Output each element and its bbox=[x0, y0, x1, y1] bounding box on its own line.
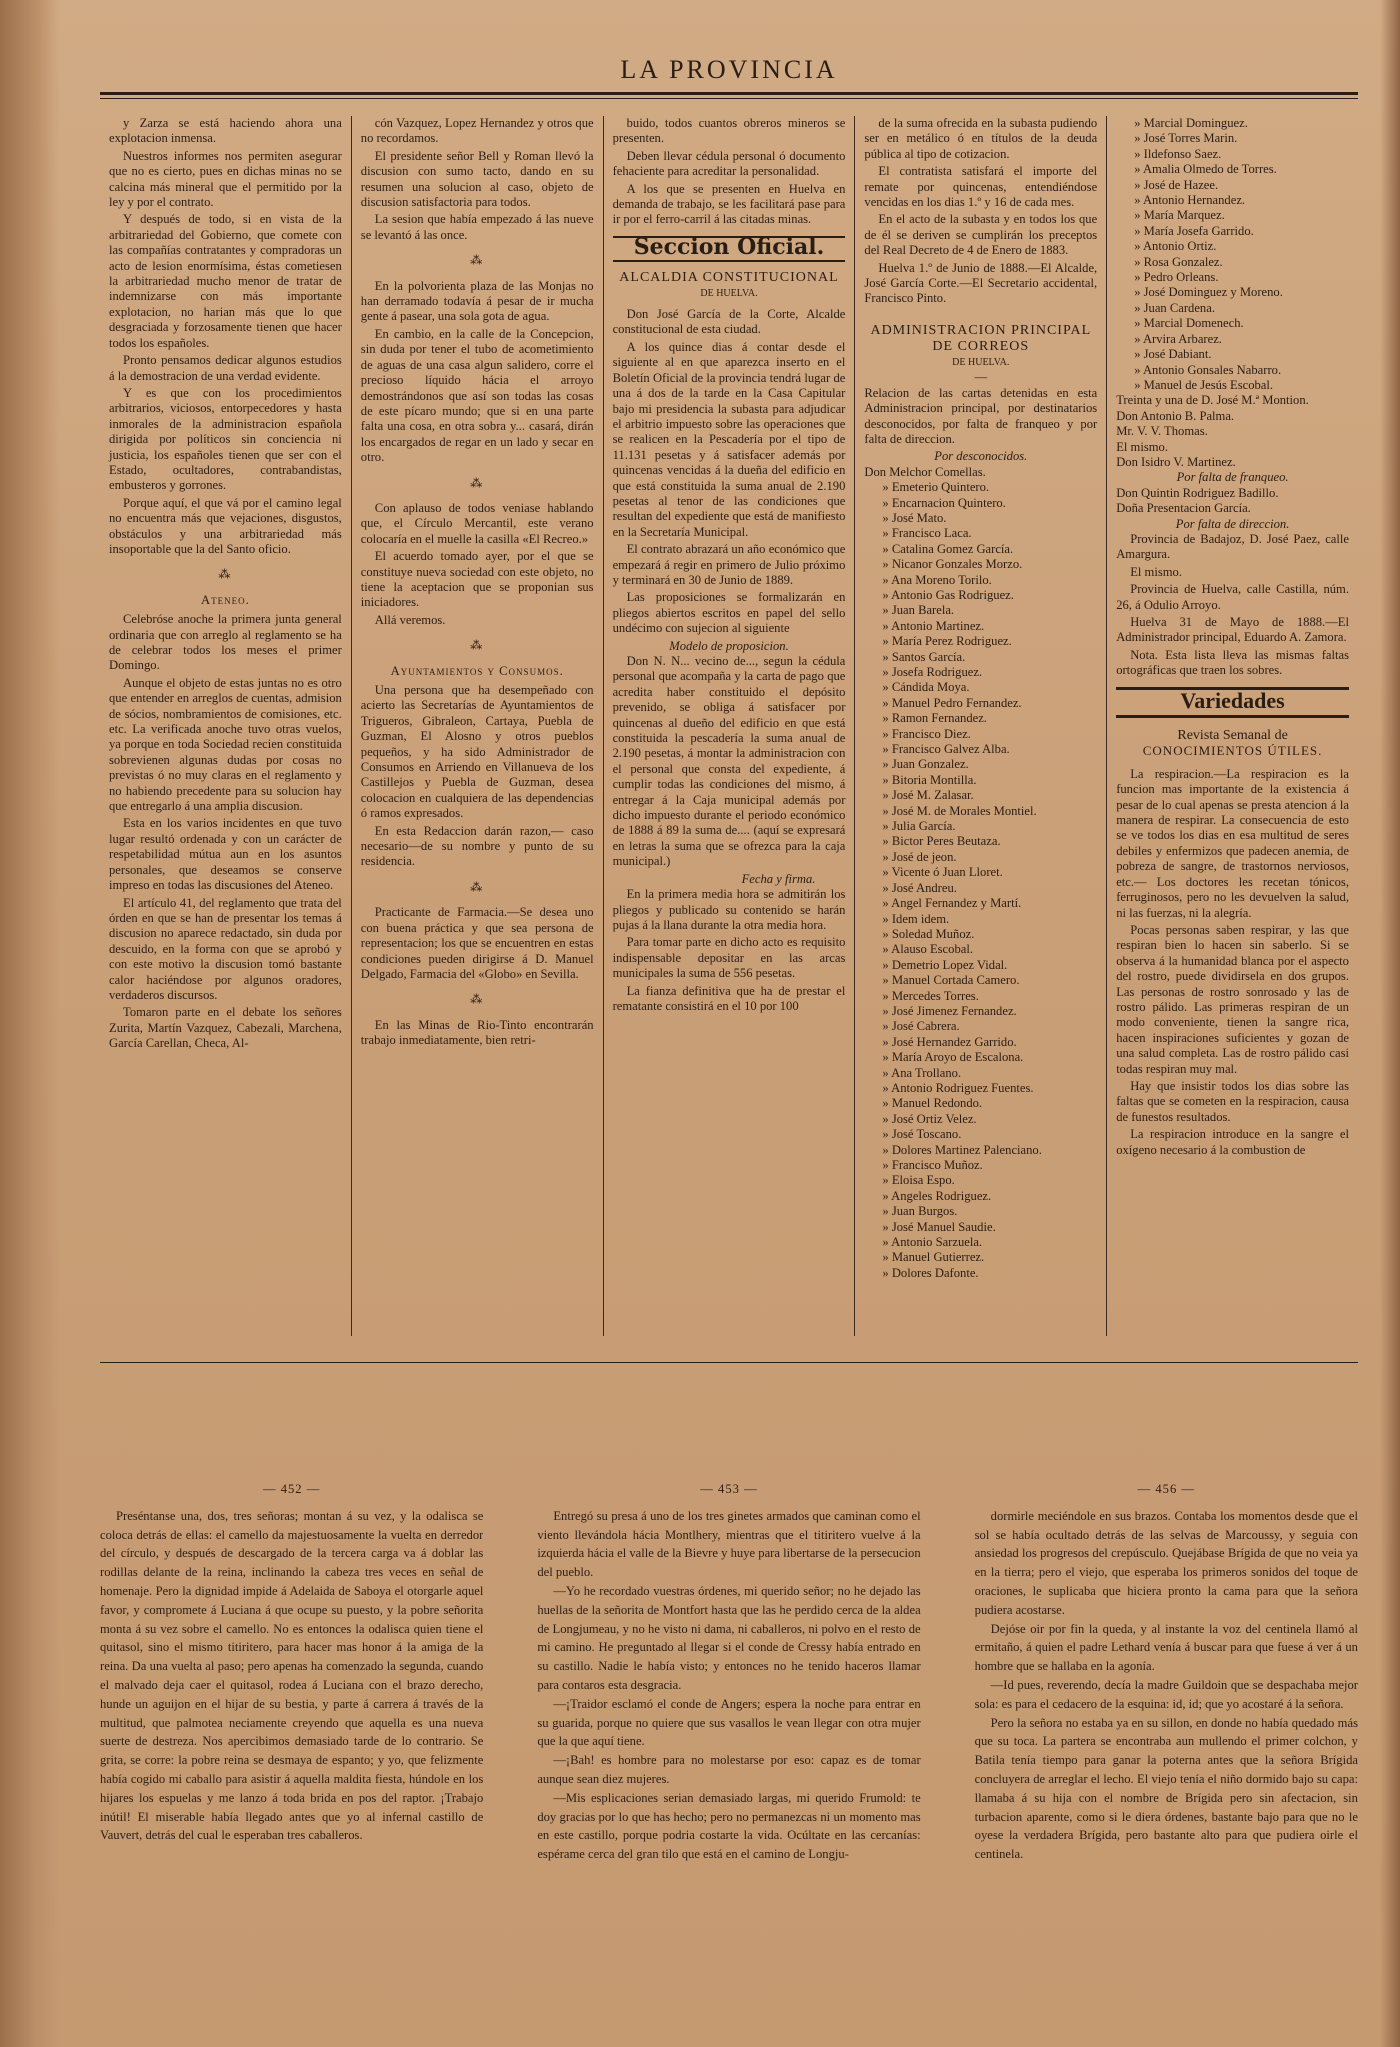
list-item: » Juan Barela. bbox=[882, 603, 955, 618]
list-item: » José Manuel Saudie. bbox=[882, 1219, 996, 1234]
paragraph: El acuerdo tomado ayer, por el que se constituye nueva sociedad con este objeto, no tiene la aceptacion que se proponian sus iniciadores. bbox=[360, 549, 594, 610]
list-item: El mismo. bbox=[1116, 439, 1168, 454]
paragraph: La sesion que había empezado á las nueve se levantó á las once. bbox=[360, 212, 594, 242]
fecha-firma: Fecha y firma. bbox=[741, 871, 816, 886]
list-item: » Ana Trollano. bbox=[882, 1065, 962, 1080]
list-item: » Antonio Hernandez. bbox=[1134, 193, 1246, 208]
paragraph: Y después de todo, si en vista de la arbitrariedad del Gobierno, que comete con las compañías contratantes y compradoras un acto de lesion enormísima, éstas cometiesen la arbitrariedad mucho menor de tratar de indemnizarse con más importante explotacion, no harian más que lo que desgraciada y forzosamente tienen que hacer todos los españoles. bbox=[109, 212, 342, 350]
column-5 bbox=[1106, 116, 1358, 1336]
list-item: » Josefa Rodriguez. bbox=[882, 665, 983, 679]
paragraph: Hay que insistir todos los dias sobre las faltas que se cometen en la respiracion, causa de funestos resultados. bbox=[1116, 1078, 1349, 1124]
list-item: » Antonio Gonsales Nabarro. bbox=[1134, 362, 1282, 377]
list-item: » Demetrio Lopez Vidal. bbox=[882, 957, 1008, 972]
separator-stars: ⁂ bbox=[470, 253, 485, 268]
paragraph: En la polvorienta plaza de las Monjas no han derramado todavía á pesar de ir mucha gente á pasear, una sola gota de agua. bbox=[360, 278, 594, 324]
list-item: » Bictor Peres Beutaza. bbox=[882, 834, 1001, 849]
list-item: » Juan Burgos. bbox=[882, 1204, 958, 1219]
list-item: » Francisco Muñoz. bbox=[882, 1158, 983, 1172]
folletin-divider bbox=[100, 1362, 1358, 1363]
list-item: » José Jimenez Fernandez. bbox=[882, 1003, 1017, 1018]
paragraph: La respiracion.—La respiracion es la funcion mas importante de la existencia á pesar de lo cual apenas se presta atencion á la manera de respirar. La consecuencia de esto se ve todos los dias en esa multitud de seres debiles y enfermizos que padecen anemia, de pobreza de sangre, de trastornos nerviosos, etc.— Los doctores les recetan tónicos, ferruginosos, pero no les devuelven la salud, ni las fuerzas, ni la alegría. bbox=[1116, 766, 1349, 920]
col2-paras-d bbox=[361, 683, 594, 870]
list-item: » José Dabiant. bbox=[1134, 347, 1212, 362]
list-item: » Angeles Rodriguez. bbox=[882, 1188, 992, 1203]
col5-lines-b bbox=[1116, 486, 1349, 517]
col5-paras-a bbox=[1116, 532, 1349, 679]
list-item: » Encarnacion Quintero. bbox=[882, 495, 1006, 510]
dash: — bbox=[974, 370, 988, 385]
col5-paras-b bbox=[1116, 767, 1349, 1158]
list-item: » Cándida Moya. bbox=[882, 680, 970, 695]
page-edge-right bbox=[1380, 0, 1400, 2047]
list-item: » Ildefonso Saez. bbox=[1134, 146, 1222, 161]
por-falta-franqueo-heading: Por falta de franqueo. bbox=[1176, 470, 1289, 485]
list-item: » Mercedes Torres. bbox=[882, 988, 979, 1003]
separator-stars: ⁂ bbox=[470, 475, 485, 490]
col2-paras-e bbox=[361, 905, 594, 982]
paragraph: El contratista satisfará el importe del remate por quincenas, entendiéndose vencidas en los dias 1.º y 16 de cada mes. bbox=[864, 164, 1098, 210]
masthead bbox=[100, 50, 1358, 90]
main-columns bbox=[100, 116, 1358, 1336]
col4-names bbox=[864, 480, 1097, 1281]
paragraph: Entregó su presa á uno de los tres ginetes armados que caminan como el viento llevándola hácia Montlhery, mientras que el titiritero vuelve á la izquierda hácia el valle de la Bievre y huye para libertarse de la persecucion del pueblo. bbox=[537, 1508, 921, 1580]
list-item: » Marcial Domenech. bbox=[1134, 316, 1244, 331]
list-item: » María Aroyo de Escalona. bbox=[882, 1050, 1024, 1065]
paragraph: Preséntanse una, dos, tres señoras; montan á su vez, y la odalisca se coloca detrás de ellas: el camello da majestuosamente la vuelta en derredor del círculo, y después de descargado de la tercera carga va á doblar las rodillas delante de la reina, inclinando la cabeza tres veces en señal de homenaje. Pero la dignidad impide á Adelaida de Saboya el otorgarle aquel favor, y compromete á Luciana á que ocupe su puesto, y la pobre señorita monta á su vez sobre el camello. No es entonces la odalisca quien tiene el quitasol, sino el mismo titiritero, para hacer mas honor á la amiga de la reina. Da una vuelta al paso; pero apenas ha comenzado la segunda, cuando el malvado deja caer el quitasol, rodea á Luciana con el brazo derecho, hunde un aguijon en el hijar de su bestia, y parte á carrera á través de la multitud, que palmotea neciamente creyendo que aquella es una nueva suerte de destreza. Nos apercibimos demasiado tarde de lo contrario. Se grita, se corre: la pobre reina se desmaya de espanto; y yo, que felizmente había cogido mi caballo para asistir á aquella maldita fiesta, húndole en los hijares los espuelas y me lanzo á toda brida en pos del raptor. ¡Trabajo inútil! El miserable había llegado antes que yo al infernal castillo de Vauvert, detrás del cual le esperaban tres caballeros. bbox=[100, 1508, 484, 1843]
col5-names bbox=[1116, 116, 1349, 393]
list-item: » José de Hazee. bbox=[1134, 177, 1219, 192]
list-item: » Francisco Laca. bbox=[882, 526, 972, 541]
paragraph: Esta en los varios incidentes en que tuvo lugar resultó ordenada y con un carácter de respetabilidad mútua aun en los asuntos personales, que deseamos se conserve impreso en todas las discusiones del Ateneo. bbox=[109, 816, 342, 893]
paragraph: Para tomar parte en dicho acto es requisito indispensable depositar en las arcas municipales la suma de 556 pesetas. bbox=[612, 935, 846, 981]
list-item: » José Mato. bbox=[882, 510, 947, 525]
paragraph: Nota. Esta lista lleva las mismas faltas ortográficas que traen los sobres. bbox=[1116, 647, 1349, 678]
list-item: » Antonio Rodriguez Fuentes. bbox=[882, 1080, 1034, 1095]
por-desconocidos-heading: Por desconocidos. bbox=[934, 449, 1028, 464]
col3-paras-b bbox=[613, 307, 846, 637]
list-item: » José Andreu. bbox=[882, 880, 957, 895]
paragraph: Huelva 1.º de Junio de 1888.—El Alcalde, José García Corte.—El Secretario accidental, Francisco Pinto. bbox=[864, 260, 1098, 306]
list-item: Don Quintin Rodriguez Badillo. bbox=[1116, 485, 1279, 500]
list-item: » María Perez Rodriguez. bbox=[882, 634, 1012, 649]
por-falta-direccion-heading: Por falta de direccion. bbox=[1175, 516, 1290, 531]
list-item: » Manuel Pedro Fernandez. bbox=[882, 695, 1022, 710]
paragraph: El contrato abrazará un año económico que empezará á regir en primero de Julio próximo y terminará en 30 de Junio de 1889. bbox=[612, 542, 846, 587]
list-item: » Emeterio Quintero. bbox=[882, 480, 990, 495]
list-item: » Vicente ó Juan Lloret. bbox=[882, 865, 1003, 880]
paragraph: Las proposiciones se formalizarán en pliegos abiertos escritos en papel del sello undécimo con sujecion al siguiente bbox=[612, 590, 846, 636]
list-item: Doña Presentacion García. bbox=[1116, 501, 1251, 516]
seccion-oficial-title: Seccion Oficial. bbox=[633, 233, 825, 260]
list-item: » José Cabrera. bbox=[882, 1019, 960, 1034]
alcaldia-subheading: DE HUELVA. bbox=[700, 287, 758, 299]
revista-heading: Revista Semanal de bbox=[1177, 728, 1288, 744]
list-item: » María Marquez. bbox=[1134, 208, 1225, 223]
col3-paras-a bbox=[613, 116, 846, 228]
col3-paras-c bbox=[613, 654, 846, 870]
list-item: » Arvira Arbarez. bbox=[1134, 331, 1222, 346]
seccion-oficial-banner bbox=[613, 233, 846, 262]
col1-paras bbox=[109, 116, 342, 557]
paragraph: Huelva 31 de Mayo de 1888.—El Administrador principal, Eduardo A. Zamora. bbox=[1116, 615, 1349, 645]
list-item: Mr. V. V. Thomas. bbox=[1116, 424, 1208, 439]
list-item: » Ana Moreno Torilo. bbox=[882, 572, 992, 587]
header-rule bbox=[100, 92, 1358, 95]
list-item: » José Hernandez Garrido. bbox=[882, 1034, 1017, 1049]
separator-stars: ⁂ bbox=[470, 638, 485, 653]
paragraph: Celebróse anoche la primera junta general ordinaria que con arreglo al reglamento se ha de celebrar todos los meses el primer Domingo. bbox=[109, 612, 342, 673]
paragraph: dormirle meciéndole en sus brazos. Contaba los momentos desde que el sol se había ocultado detrás de las selvas de Marcoussy, y seguia con ansiedad los progresos del crepúsculo. Quejábase Brígida de que no veia ya en la tierra; pero el viejo, que esperaba los primeros sonidos del toque de oraciones, le suplicaba que hiciera pronto la cama para que la señora pudiera acostarse. bbox=[974, 1508, 1358, 1617]
list-item: » Antonio Ortiz. bbox=[1134, 239, 1217, 254]
list-item: » Antonio Gas Rodriguez. bbox=[882, 587, 1014, 602]
paragraph: La respiracion introduce en la sangre el oxígeno necesario á la combustion de bbox=[1116, 1127, 1349, 1157]
list-item: » Julia García. bbox=[882, 819, 956, 834]
paragraph: Porque aquí, el que vá por el camino legal no encuentra más que vejaciones, disgustos, obstáculos y una arbitrariedad más insoportable que la del Santo oficio. bbox=[109, 495, 342, 556]
page-number: — 453 — bbox=[700, 1482, 758, 1496]
separator-stars: ⁂ bbox=[470, 992, 485, 1007]
paragraph: Practicante de Farmacia.—Se desea uno con buena práctica y que sea persona de representacion; los que se encuentren en estas condiciones pueden dirigirse á D. Manuel Delgado, Farmacia del «Globo» en Sevilla. bbox=[360, 905, 594, 981]
col2-paras-f bbox=[361, 1018, 594, 1049]
folletin-text-3 bbox=[975, 1507, 1358, 1864]
column-1 bbox=[100, 116, 351, 1336]
list-item: » Alauso Escobal. bbox=[882, 942, 973, 957]
paragraph: y Zarza se está haciendo ahora una explotacion inmensa. bbox=[109, 116, 342, 146]
correos-heading: ADMINISTRACION PRINCIPAL DE CORREOS bbox=[870, 322, 1092, 354]
paragraph: Pero la señora no estaba ya en su sillon, en donde no había quedado más que su toca. La partera se encontraba aun mullendo el primer colchon, y Batila tenía tiempo para ganar la poterna antes que la señora Brígida concluyera de arreglar el lecho. El viejo tenía el niño dormido bajo su capa: llamaba á su hija con el nombre de Brígida pero sin afectacion, sin turbacion aparente, como si le diera órdenes, bastante bajo para que no le oyese la verdadera Brígida, pero bastante alto para que pudiera oirle el centinela. bbox=[974, 1715, 1358, 1862]
folletin-column-3 bbox=[975, 1480, 1358, 2010]
list-item: » Ramon Fernandez. bbox=[882, 711, 987, 726]
col1-ateneo-paras bbox=[109, 612, 342, 1051]
list-item: » Manuel Redondo. bbox=[882, 1096, 983, 1111]
list-item: » José Torres Marin. bbox=[1134, 131, 1238, 146]
ayuntamientos-heading: Ayuntamientos y Consumos. bbox=[390, 663, 564, 678]
col5-lines-a bbox=[1116, 393, 1349, 470]
paragraph: Y es que con los procedimientos arbitrarios, viciosos, entorpecedores y hasta inmorales de la administracion española dirigida por políticos sin conciencia ni justicia, los españoles tienen que ser con el Estado, ocultadores, contrabandistas, embusteros y gorrones. bbox=[109, 385, 342, 493]
paragraph: —¡Traidor esclamó el conde de Angers; espera la noche para entrar en su guarida, porque no quiere que sus vasallos le vean llegar con otra mujer que la que aquí tiene. bbox=[537, 1696, 921, 1749]
list-item: » Francisco Diez. bbox=[882, 726, 971, 741]
paragraph: cón Vazquez, Lopez Hernandez y otros que no recordamos. bbox=[360, 116, 594, 146]
first-name-line: Don Melchor Comellas. bbox=[864, 464, 986, 479]
list-item: » Manuel Gutierrez. bbox=[882, 1250, 985, 1265]
col2-paras-b bbox=[361, 279, 594, 466]
header-rule-thin bbox=[100, 98, 1358, 99]
list-item: » Marcial Dominguez. bbox=[1134, 116, 1248, 130]
paragraph: En esta Redaccion darán razon,— caso necesario—de su nombre y punto de su residencia. bbox=[360, 823, 594, 869]
paragraph: —¡Bah! es hombre para no molestarse por eso: capaz es de tomar aunque sean diez mujeres. bbox=[537, 1753, 921, 1786]
relacion-text: Relacion de las cartas detenidas en esta Administracion principal, por destinatarios desconocidos, por falta de franqueo y por falta de direccion. bbox=[864, 385, 1098, 446]
separator-stars: ⁂ bbox=[470, 879, 485, 894]
paragraph: Pocas personas saben respirar, y las que respiran bien lo hacen sin saberlo. Si se observa á la humanidad blanca por el aspecto del rostro, puede dividirsela en dos grupos. Las personas de rostro sonrosado y las de rostro pálido. Las primeras respiran de un modo conveniente, tienen la sangre rica, hacen inspiraciones suficientes y gozan de una salud completa. Las de rostro pálido casi todas respiran muy mal. bbox=[1116, 922, 1349, 1076]
page-number: — 452 — bbox=[262, 1482, 321, 1496]
separator-stars: ⁂ bbox=[218, 567, 233, 582]
list-item: Don Isidro V. Martinez. bbox=[1116, 454, 1236, 469]
list-item: » Dolores Dafonte. bbox=[882, 1265, 979, 1280]
paragraph: En la primera media hora se admitirán los pliegos y publicado su contenido se harán pujas á la llana durante la otra media hora. bbox=[612, 887, 846, 932]
paragraph: Dejóse oir por fin la queda, y al instante la voz del centinela llamó al ermitaño, á quien el padre Lethard venía á buscar para que fuese á ver á un hombre que se hallaba en la agonía. bbox=[974, 1621, 1358, 1674]
paragraph: Provincia de Badajoz, D. José Paez, calle Amargura. bbox=[1116, 531, 1349, 562]
column-3 bbox=[603, 116, 855, 1336]
list-item: » Juan Cardena. bbox=[1134, 300, 1215, 315]
paragraph: Aunque el objeto de estas juntas no es otro que entender en arreglos de cuentas, admision de sócios, nombramientos de comisiones, etc. etc. La verificada anoche tuvo otras vuelos, ya porque en toda Sociedad recien constituida sobrevienen algunas dudas por cosas no previstas ó no muy claras en el reglamento y no habiendo precedente para su solucion hay que entregarlo á una amplia discusion. bbox=[109, 675, 342, 814]
paragraph: —Mis esplicaciones serian demasiado largas, mi querido Frumold: te doy gracias por lo que has hecho; pero no permanezcas ni un momento mas en este castillo, porque podria costarte la vida. Ocúltate en las cercanías: espérame cerca del gran tilo que está en el camino de Longju- bbox=[537, 1790, 921, 1862]
paragraph: El artículo 41, del reglamento que trata del órden en que se han de presentar los temas á discusion no aparece redactado, sin duda por descuido, en la forma con que se aprobó y con este motivo la discusion tomó bastante calor haciéndose por algunos oradores, verdaderos discursos. bbox=[109, 895, 342, 1002]
list-item: » Amalia Olmedo de Torres. bbox=[1134, 162, 1277, 177]
list-item: » Antonio Martinez. bbox=[882, 618, 985, 633]
paragraph: Tomaron parte en el debate los señores Zurita, Martín Vazquez, Cabezali, Marchena, García Carellan, Checa, Al- bbox=[109, 1005, 342, 1051]
paragraph: El mismo. bbox=[1130, 564, 1182, 579]
list-item: » Pedro Orleans. bbox=[1134, 270, 1219, 285]
newspaper-title: LA PROVINCIA bbox=[620, 55, 838, 84]
list-item: Don Antonio B. Palma. bbox=[1116, 408, 1235, 423]
variedades-banner bbox=[1116, 687, 1349, 718]
col4-paras-a bbox=[864, 116, 1097, 307]
variedades-title: Variedades bbox=[1180, 687, 1285, 713]
list-item: » José Dominguez y Moreno. bbox=[1134, 285, 1283, 300]
list-item: Treinta y una de D. José M.ª Montion. bbox=[1116, 393, 1309, 408]
list-item: » Antonio Sarzuela. bbox=[882, 1235, 983, 1250]
list-item: » Francisco Galvez Alba. bbox=[882, 742, 1010, 757]
list-item: » José Toscano. bbox=[882, 1127, 962, 1142]
folletin-text-1 bbox=[100, 1507, 483, 1845]
col2-paras-a bbox=[361, 116, 594, 243]
ateneo-heading: Ateneo. bbox=[201, 592, 250, 607]
page-edge-left bbox=[0, 0, 60, 2047]
list-item: » Nicanor Gonzales Morzo. bbox=[882, 557, 1023, 572]
paragraph: Don José García de la Corte, Alcalde constitucional de esta ciudad. bbox=[612, 307, 846, 337]
list-item: » Soledad Muñoz. bbox=[882, 926, 975, 941]
paragraph: En el acto de la subasta y en todos los que de él se deriven se cumplirán los preceptos del Real Decreto de 4 de Enero de 1883. bbox=[864, 212, 1098, 258]
folletin-column-1 bbox=[100, 1480, 483, 2010]
list-item: » Idem idem. bbox=[882, 911, 950, 926]
paragraph: En las Minas de Rio-Tinto encontrarán trabajo inmediatamente, bien retri- bbox=[360, 1017, 594, 1048]
paragraph: Con aplauso de todos veniase hablando que, el Círculo Mercantil, este verano colocaría en el muelle la casilla «El Recreo.» bbox=[360, 500, 594, 546]
list-item: » Manuel Cortada Camero. bbox=[882, 973, 1020, 988]
conocimientos-heading: CONOCIMIENTOS ÚTILES. bbox=[1142, 743, 1323, 759]
paragraph: A los que se presenten en Huelva en demanda de trabajo, se les facilitará pase para ir por el ferro-carril á las citadas minas. bbox=[612, 181, 846, 227]
paragraph: El presidente señor Bell y Roman llevó la discusion con sumo tacto, dando en su resumen una solucion al caso, objeto de discusion satisfactoria para todos. bbox=[360, 148, 594, 210]
list-item: » Bitoria Montilla. bbox=[882, 772, 977, 787]
column-2 bbox=[351, 116, 603, 1336]
col3-paras-d bbox=[613, 887, 846, 1014]
list-item: » Manuel de Jesús Escobal. bbox=[1134, 377, 1274, 392]
paragraph: Una persona que ha desempeñado con acierto las Secretarías de Ayuntamientos de Trigueros, Gibraleon, Cartaya, Puebla de Guzman, El Alosno y otros pueblos pequeños, y ha sido Administrador de Consumos en Arriendo en Villanueva de los Castillejos y Puebla de Guzman, desea colocacion en cualquiera de las dependencias ó ramos expresados. bbox=[360, 683, 594, 821]
paragraph: de la suma ofrecida en la subasta pudiendo ser en metálico ó en títulos de la deuda pública al tipo de cotizacion. bbox=[864, 116, 1098, 161]
col2-paras-c bbox=[361, 501, 594, 628]
paragraph: Provincia de Huelva, calle Castilla, núm. 26, á Odulio Arroyo. bbox=[1116, 582, 1349, 612]
page-number: — 456 — bbox=[1137, 1482, 1195, 1496]
paragraph: buido, todos cuantos obreros mineros se presenten. bbox=[612, 116, 846, 146]
folletin-text-2 bbox=[537, 1507, 920, 1864]
paragraph: Deben llevar cédula personal ó documento fehaciente para acreditar la personalidad. bbox=[612, 148, 846, 179]
paragraph: Allá veremos. bbox=[374, 612, 446, 627]
paragraph: Pronto pensamos dedicar algunos estudios á la demostracion de una verdad evidente. bbox=[109, 353, 342, 383]
list-item: » Eloisa Espo. bbox=[882, 1173, 955, 1188]
paragraph: —Yo he recordado vuestras órdenes, mi querido señor; no he dejado las huellas de la señorita de Montfort hasta que las he perdido cerca de la aldea de Longjumeau, y no he visto ni dama, ni caballeros, ni polvo en el resto de mi camino. He preguntado al llegar si el conde de Cressy había entrado en su castillo. Nadie le había visto; y entonces no he tenido haceros llamar para contaros esta desgracia. bbox=[537, 1583, 921, 1692]
list-item: » José Ortiz Velez. bbox=[882, 1111, 977, 1126]
paragraph: —Id pues, reverendo, decía la madre Guildoin que se despachaba mejor sola: es para el cedacero de la esquina: id, id; que yo acostaré á la señora. bbox=[974, 1677, 1358, 1711]
paragraph: Nuestros informes nos permiten asegurar que no es cierto, pues en dichas minas no se calcina más mineral que el permitido por la ley y por el contrato. bbox=[109, 148, 342, 210]
correos-subheading: DE HUELVA. bbox=[952, 356, 1010, 368]
list-item: » Angel Fernandez y Martí. bbox=[882, 896, 1022, 911]
folletin-section bbox=[100, 1480, 1358, 2010]
paragraph: La fianza definitiva que ha de prestar el rematante consistirá en el 10 por 100 bbox=[612, 983, 846, 1013]
modelo-heading: Modelo de proposicion. bbox=[669, 638, 789, 653]
list-item: » Santos García. bbox=[882, 649, 966, 664]
list-item: » José M. Zalasar. bbox=[882, 788, 974, 803]
alcaldia-heading: ALCALDIA CONSTITUCIONAL bbox=[619, 270, 839, 286]
folletin-column-2 bbox=[537, 1480, 920, 2010]
list-item: » José de jeon. bbox=[882, 849, 957, 864]
list-item: » Catalina Gomez García. bbox=[882, 541, 1014, 556]
list-item: » Dolores Martinez Palenciano. bbox=[882, 1142, 1042, 1157]
list-item: » José M. de Morales Montiel. bbox=[882, 803, 1037, 818]
paragraph: En cambio, en la calle de la Concepcion, sin duda por tener el tubo de acometimiento de aguas de una casa algun salidero, corre el precioso líquido hácia el arroyo demostrándonos que así son todas las cosas de este pícaro mundo; que si en una parte falta una cosa, en otra sobra y... casará, dirán los encargados de regar en un lado y secar en otro. bbox=[360, 326, 594, 465]
paragraph: Don N. N... vecino de..., segun la cédula personal que acompaña y la carta de pago que acredita haber constituido el depósito prevenido, se obliga á satisfacer por quincenas al dueño del edificio en que está constituida la pescadería la suma anual de 2.190 pesetas, á montar la administracion con el personal que consta del expediente, á cumplir todas las condiciones del mismo, á entregar á la Caja municipal además por dicho impuesto durante el periodo económico de 1888 á 89 la suma de.... (aquí se expresará en letras la suma que se ofrezca para la caja municipal.) bbox=[612, 654, 846, 869]
list-item: » Rosa Gonzalez. bbox=[1134, 254, 1223, 269]
list-item: » Juan Gonzalez. bbox=[882, 757, 969, 772]
column-4 bbox=[854, 116, 1106, 1336]
paragraph: A los quince dias á contar desde el siguiente al en que aparezca inserto en el Boletín Oficial de la provincia tendrá lugar de una á dos de la tarde en la Casa Capitular bajo mi presidencia la subasta para adjudicar el arbitrio impuesto sobre las operaciones que se realicen en la Pescadería por el tipo de 11.131 pesetas y á satisfacer además por quincenas vencidas á la dueña del edificio en que está constituida la suma anual de 2.190 pesetas al tenor de las condiciones que resultan del expediente que está de manifiesto en la Secretaría Municipal. bbox=[612, 339, 846, 539]
list-item: » María Josefa Garrido. bbox=[1134, 223, 1254, 238]
